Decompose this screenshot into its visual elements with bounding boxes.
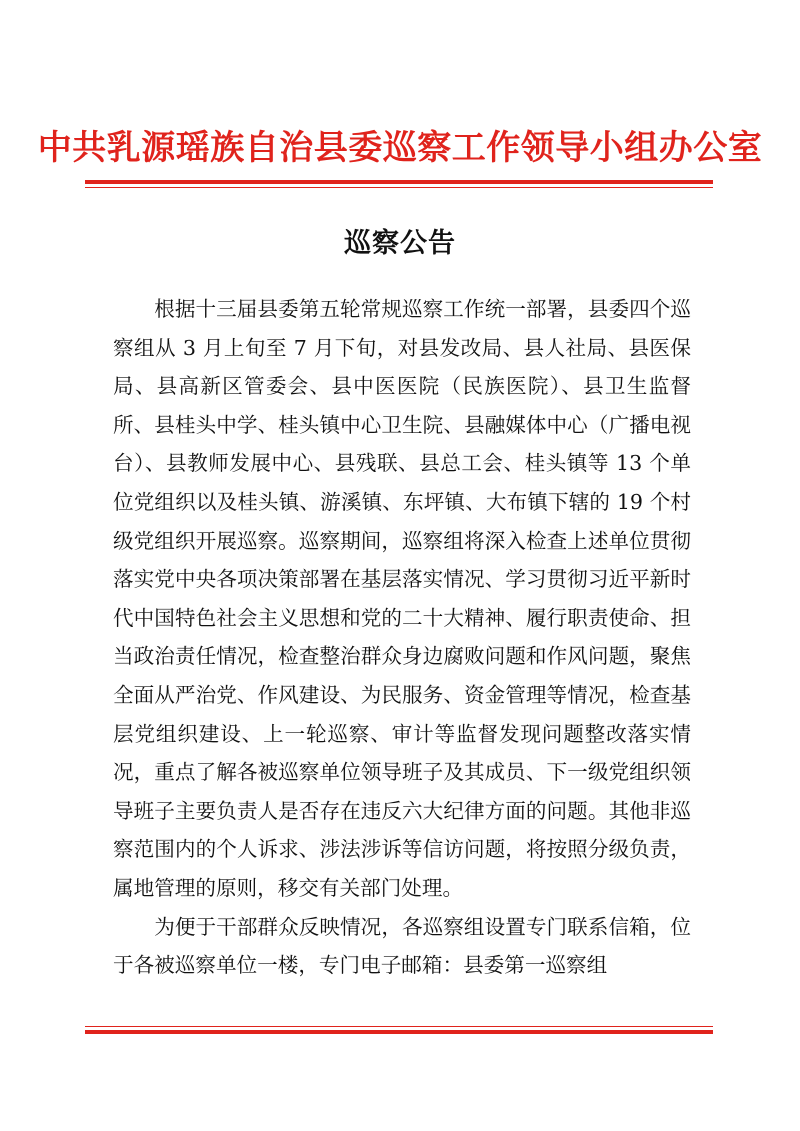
announcement-title: 巡察公告 [344, 228, 456, 259]
body-paragraph-2: 为便于干部群众反映情况，各巡察组设置专门联系信箱，位于各被巡察单位一楼，专门电子邮箱：县委第一巡察组 [113, 914, 691, 978]
announcement-body [113, 290, 691, 985]
office-header-title: 中共乳源瑶族自治县委巡察工作领导小组办公室 [37, 128, 763, 168]
header-thin-rule [85, 187, 713, 188]
body-paragraph-1: 根据十三届县委第五轮常规巡察工作统一部署，县委四个巡察组从 3 月上旬至 7 月下旬，对县发改局、县人社局、县医保局、县高新区管委会、县中医医院（民族医院）、县卫生监督所、县桂头中学、桂头镇中心卫生院、县融媒体中心（广播电视台）、县教师发展中心、县残联、县总工会、桂头镇等 13 个单位党组织以及桂头镇、游溪镇、东坪镇、大布镇下辖的 19 个村级党组织开展巡察。巡察期间，巡察组将深入检查上述单位贯彻落实党中央各项决策部署在基层落实情况、学习贯彻习近平新时代中国特色社会主义思想和党的二十大精神、履行职责使命、担当政治责任情况，检查整治群众身边腐败问题和作风问题，聚焦全面从严治党、作风建设、为民服务、资金管理等情况，检查基层党组织建设、上一轮巡察、审计等监督发现问题整改落实情况，重点了解各被巡察单位领导班子及其成员、下一级党组织领导班子主要负责人是否存在违反六大纪律方面的问题。其他非巡察范围内的个人诉求、涉法涉诉等信访问题，将按照分级负责，属地管理的原则，移交有关部门处理。 [113, 297, 691, 900]
footer-thin-rule [85, 1026, 713, 1027]
footer-thick-rule [85, 1030, 713, 1034]
header-thick-rule [85, 180, 713, 184]
